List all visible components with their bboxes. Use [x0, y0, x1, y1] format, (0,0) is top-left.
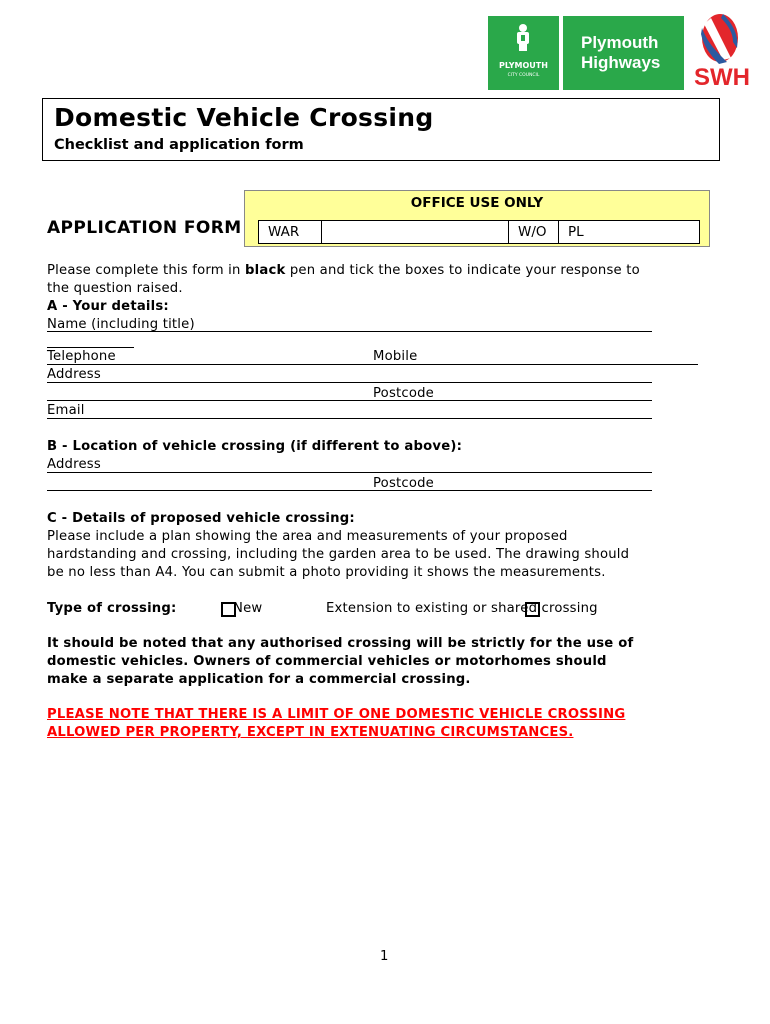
location-address-label: Address: [47, 457, 101, 472]
telephone-label: Telephone: [47, 349, 116, 364]
office-use-heading: OFFICE USE ONLY: [410, 195, 544, 211]
wo-label: W/O: [509, 221, 559, 243]
pl-label: PL: [568, 224, 584, 240]
pl-field[interactable]: [559, 221, 699, 243]
section-c-line1: Please include a plan showing the area and measurements of your proposed: [47, 529, 568, 544]
intro-line2: the question raised.: [47, 281, 183, 296]
highways-line1: Plymouth: [581, 33, 659, 52]
office-use-row: [258, 220, 700, 244]
crest-icon: [513, 23, 533, 53]
council-sub: CITY COUNCIL: [507, 73, 540, 78]
address-field[interactable]: [47, 382, 652, 383]
new-checkbox[interactable]: [221, 602, 236, 617]
note-line3: make a separate application for a commercial crossing.: [47, 672, 471, 687]
location-postcode-label: Postcode: [373, 476, 434, 491]
postcode-field[interactable]: [47, 400, 652, 401]
war-label: WAR: [259, 221, 322, 243]
plymouth-highways-logo: [563, 16, 684, 90]
name-label: Name (including title): [47, 317, 195, 332]
mobile-field[interactable]: [373, 364, 698, 365]
section-c-heading: C - Details of proposed vehicle crossing:: [47, 511, 355, 526]
swh-logo: [693, 12, 755, 94]
highways-line2: Highways: [581, 53, 661, 72]
warning-line1: PLEASE NOTE THAT THERE IS A LIMIT OF ONE DOMESTIC VEHICLE CROSSING: [47, 707, 626, 722]
mobile-label: Mobile: [373, 349, 418, 364]
location-postcode-field[interactable]: [47, 490, 652, 491]
section-c-line2: hardstanding and crossing, including the garden area to be used. The drawing should: [47, 547, 630, 562]
office-use-box: [244, 190, 710, 247]
page-number: 1: [380, 949, 389, 964]
postcode-label: Postcode: [373, 386, 434, 401]
option-new-label: New: [233, 601, 263, 616]
note-line2: domestic vehicles. Owners of commercial vehicles or motorhomes should: [47, 654, 607, 669]
email-field[interactable]: [47, 418, 652, 419]
email-label: Email: [47, 403, 85, 418]
page-title: Domestic Vehicle Crossing: [54, 103, 434, 132]
intro-post: pen and tick the boxes to indicate your response to: [285, 263, 640, 278]
intro-line1: [47, 263, 640, 278]
title-box: [42, 98, 720, 161]
telephone-field[interactable]: [47, 364, 373, 365]
type-of-crossing-label: Type of crossing:: [47, 601, 177, 616]
location-address-field[interactable]: [47, 472, 652, 473]
council-name: PLYMOUTH: [499, 61, 548, 70]
name-field[interactable]: [47, 331, 652, 332]
war-field[interactable]: [322, 221, 509, 243]
section-b-heading: B - Location of vehicle crossing (if different to above):: [47, 439, 463, 454]
note-line1: It should be noted that any authorised crossing will be strictly for the use of: [47, 636, 634, 651]
application-form-heading: APPLICATION FORM: [47, 218, 242, 238]
page-subtitle: Checklist and application form: [54, 137, 304, 153]
warning-line2: ALLOWED PER PROPERTY, EXCEPT IN EXTENUATING CIRCUMSTANCES.: [47, 725, 574, 740]
intro-bold: black: [244, 263, 286, 278]
section-c-line3: be no less than A4. You can submit a photo providing it shows the measurements.: [47, 565, 606, 580]
name-field-continued[interactable]: [47, 347, 134, 348]
swh-emblem-icon: [693, 12, 755, 68]
address-label: Address: [47, 367, 101, 382]
swh-text: SWH: [694, 64, 750, 91]
intro-pre: Please complete this form in: [47, 263, 245, 278]
section-a-heading: A - Your details:: [47, 299, 169, 314]
extension-checkbox[interactable]: [525, 602, 540, 617]
plymouth-city-council-logo: [488, 16, 559, 90]
option-extension-label: Extension to existing or shared crossing: [326, 601, 598, 616]
